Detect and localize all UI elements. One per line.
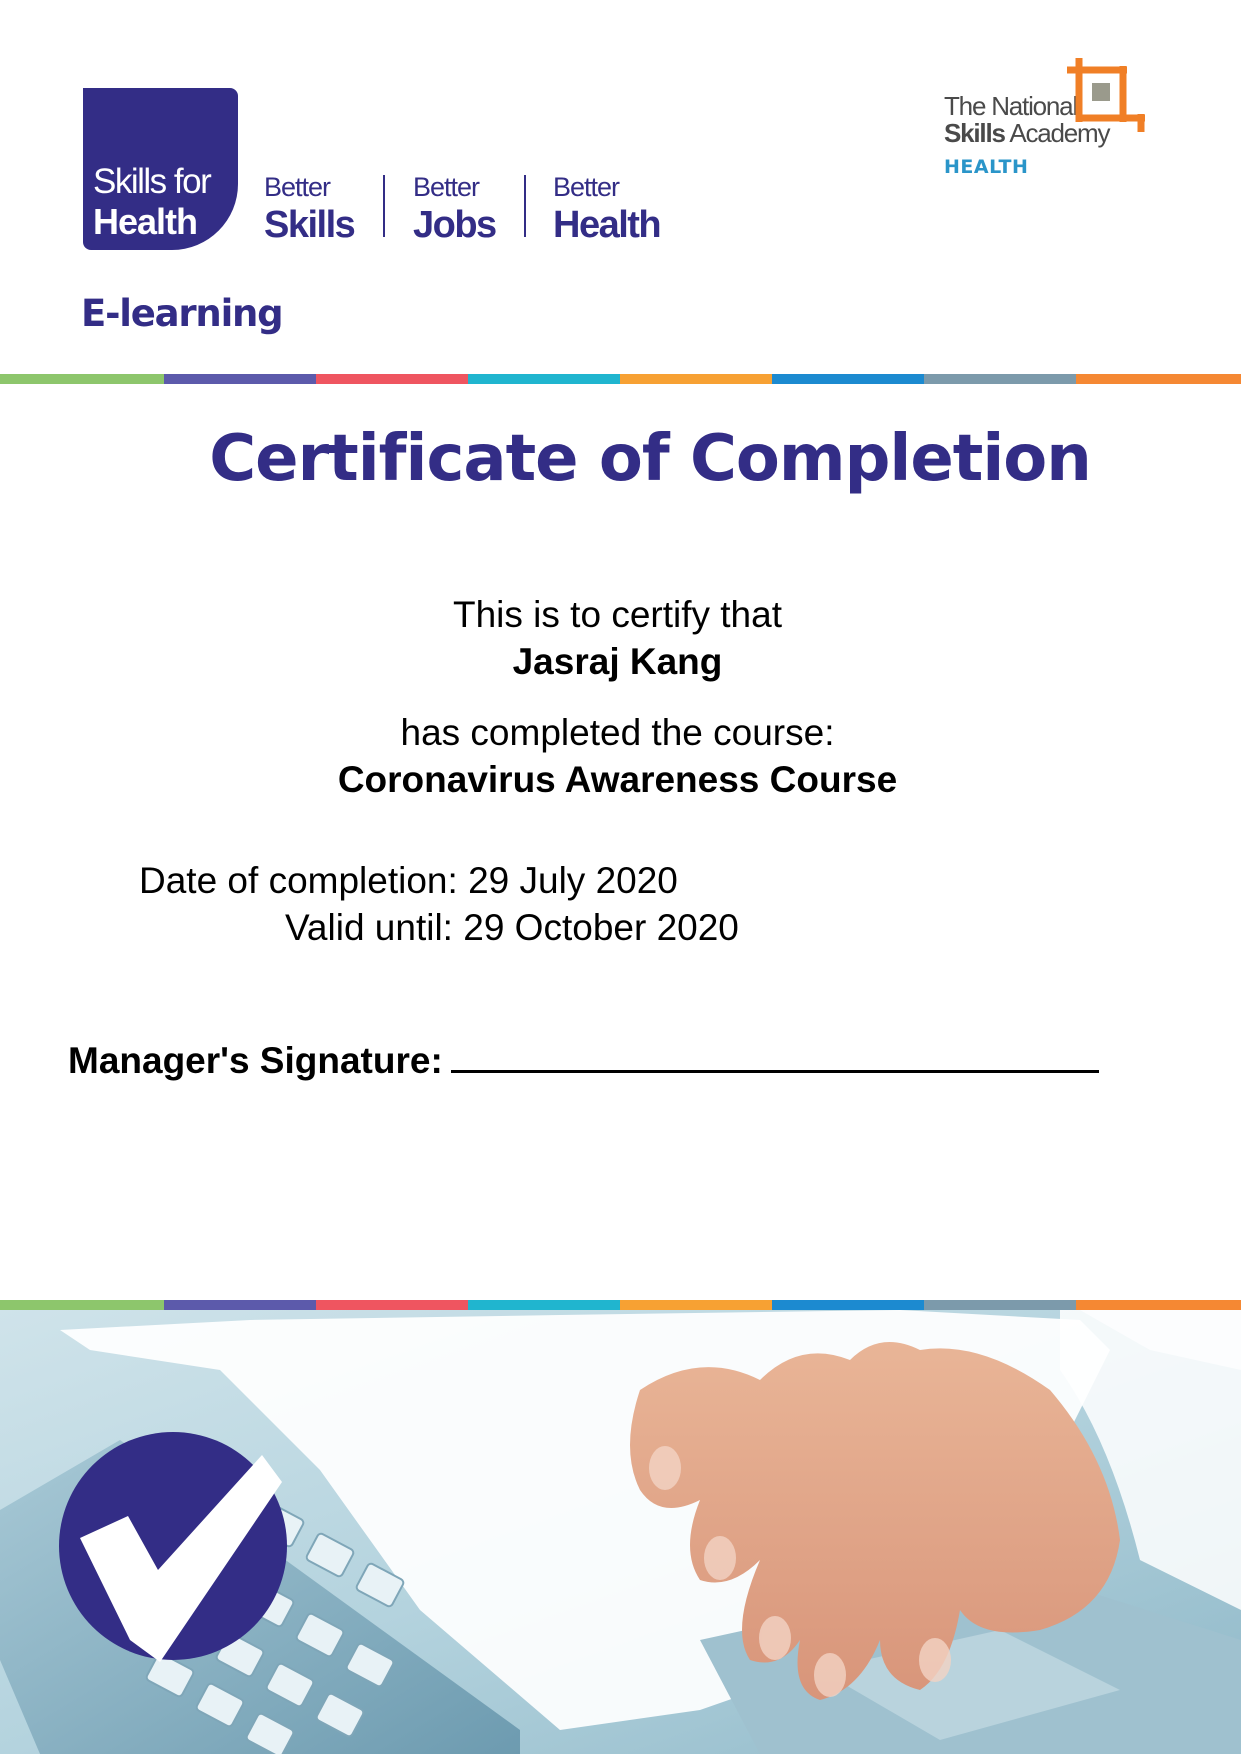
tagline-divider xyxy=(383,175,385,237)
stripe-segment xyxy=(468,374,620,384)
valid-until-label: Valid until: xyxy=(285,907,464,948)
stripe-segment xyxy=(164,1300,316,1310)
tagline-bottom: Health xyxy=(553,204,661,246)
laptop-typing-photo xyxy=(0,1310,1241,1754)
stripe-segment xyxy=(924,1300,1076,1310)
stripe-segment xyxy=(620,374,772,384)
stripe-segment xyxy=(924,374,1076,384)
tagline-top: Better xyxy=(413,172,480,202)
crop-frame-icon xyxy=(1057,58,1147,132)
certificate-title: Certificate of Completion xyxy=(209,422,1091,496)
signature-line xyxy=(451,1036,1099,1073)
stripe-segment xyxy=(772,1300,924,1310)
elearning-label: E-learning xyxy=(81,292,283,335)
stripe-segment xyxy=(1076,374,1241,384)
tagline-health xyxy=(553,174,660,244)
logo-line-1: Skills for xyxy=(93,162,211,201)
nsa-sub-label: HEALTH xyxy=(944,156,1029,178)
valid-until xyxy=(285,909,739,946)
tagline-divider xyxy=(524,175,526,237)
color-stripe-bottom xyxy=(0,1300,1241,1310)
completed-text: has completed the course: xyxy=(400,712,835,753)
tagline-bottom: Skills xyxy=(264,204,355,246)
tagline-bottom: Jobs xyxy=(413,204,496,246)
stripe-segment xyxy=(0,374,164,384)
stripe-segment xyxy=(316,1300,468,1310)
manager-signature xyxy=(68,1036,1099,1082)
color-stripe-top xyxy=(0,374,1241,384)
tagline-top: Better xyxy=(553,172,620,202)
completion-date xyxy=(139,862,678,899)
course-name: Coronavirus Awareness Course xyxy=(337,759,898,800)
stripe-segment xyxy=(164,374,316,384)
logo-line-2: Health xyxy=(93,201,198,242)
recipient-name: Jasraj Kang xyxy=(512,641,723,682)
skills-for-health-logo xyxy=(83,88,238,250)
tagline-jobs xyxy=(413,174,496,244)
completion-date-label: Date of completion: xyxy=(139,860,469,901)
signature-label: Manager's Signature: xyxy=(68,1040,443,1081)
stripe-segment xyxy=(0,1300,164,1310)
tagline-top: Better xyxy=(264,172,331,202)
stripe-segment xyxy=(1076,1300,1241,1310)
certify-text: This is to certify that xyxy=(453,594,782,635)
stripe-segment xyxy=(772,374,924,384)
stripe-segment xyxy=(620,1300,772,1310)
valid-until-value: 29 October 2020 xyxy=(463,907,739,948)
nsa-line-2-rest: Academy xyxy=(1004,118,1110,148)
nsa-line-2-bold: Skills xyxy=(944,118,1005,148)
stripe-segment xyxy=(316,374,468,384)
completion-date-value: 29 July 2020 xyxy=(468,860,678,901)
stripe-segment xyxy=(468,1300,620,1310)
nsa-line-1: The National xyxy=(944,91,1078,121)
tagline-skills xyxy=(264,174,354,244)
